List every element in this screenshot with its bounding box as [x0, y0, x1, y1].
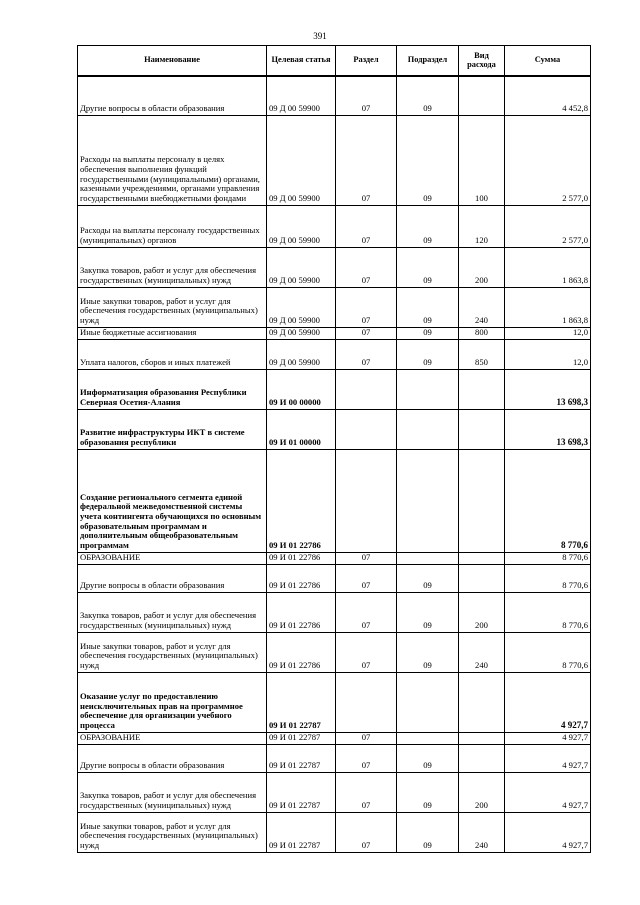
page-number: 391	[313, 31, 327, 41]
cell-subsection: 09	[397, 339, 459, 369]
cell-name: Создание регионального сегмента единой федеральной межведомственной системы учета контингента обучающихся по основным образовательным программам и дополнительным общеобразовательным программам	[78, 449, 267, 552]
cell-type: 200	[459, 247, 505, 287]
cell-name: Закупка товаров, работ и услуг для обеспечения государственных (муниципальных) нужд	[78, 772, 267, 812]
cell-name: Закупка товаров, работ и услуг для обеспечения государственных (муниципальных) нужд	[78, 592, 267, 632]
cell-type	[459, 76, 505, 115]
cell-sum: 1 863,8	[505, 247, 591, 287]
header-sum: Сумма	[505, 46, 591, 77]
cell-subsection: 09	[397, 632, 459, 672]
cell-subsection	[397, 552, 459, 564]
table-row	[78, 369, 591, 409]
table-row	[78, 115, 591, 205]
cell-sum: 2 577,0	[505, 115, 591, 205]
budget-table	[77, 45, 591, 853]
cell-sum: 4 927,7	[505, 744, 591, 772]
table-row	[78, 552, 591, 564]
cell-type: 240	[459, 812, 505, 852]
cell-section: 07	[336, 812, 397, 852]
cell-code: 09 Д 00 59900	[267, 339, 336, 369]
cell-type: 240	[459, 287, 505, 327]
cell-sum: 4 927,7	[505, 812, 591, 852]
cell-section	[336, 672, 397, 732]
cell-type: 800	[459, 327, 505, 339]
cell-sum: 12,0	[505, 327, 591, 339]
cell-code: 09 Д 00 59900	[267, 115, 336, 205]
cell-subsection: 09	[397, 772, 459, 812]
header-type: Вид расхода	[459, 46, 505, 77]
table-header-row	[78, 46, 591, 77]
cell-type: 120	[459, 205, 505, 247]
cell-name: Закупка товаров, работ и услуг для обеспечения государственных (муниципальных) нужд	[78, 247, 267, 287]
cell-sum: 4 927,7	[505, 672, 591, 732]
cell-code: 09 И 01 22787	[267, 812, 336, 852]
cell-section: 07	[336, 76, 397, 115]
cell-name: Другие вопросы в области образования	[78, 744, 267, 772]
cell-name: Расходы на выплаты персоналу государственных (муниципальных) органов	[78, 205, 267, 247]
table-row	[78, 772, 591, 812]
table-row	[78, 672, 591, 732]
cell-subsection	[397, 732, 459, 744]
cell-name: Расходы на выплаты персоналу в целях обеспечения выполнения функций государственными (муниципальными) органами, казенными учреждениями, органами управления государственными внебюджетными фондами	[78, 115, 267, 205]
cell-subsection: 09	[397, 247, 459, 287]
cell-name: Другие вопросы в области образования	[78, 564, 267, 592]
cell-type	[459, 672, 505, 732]
cell-type	[459, 732, 505, 744]
cell-code: 09 Д 00 59900	[267, 205, 336, 247]
cell-sum: 13 698,3	[505, 369, 591, 409]
cell-sum: 8 770,6	[505, 552, 591, 564]
cell-name: ОБРАЗОВАНИЕ	[78, 732, 267, 744]
cell-type: 240	[459, 632, 505, 672]
cell-sum: 4 927,7	[505, 772, 591, 812]
cell-section: 07	[336, 287, 397, 327]
header-code: Целевая статья	[267, 46, 336, 77]
table-row	[78, 76, 591, 115]
cell-name: Иные бюджетные ассигнования	[78, 327, 267, 339]
cell-section	[336, 449, 397, 552]
cell-section: 07	[336, 732, 397, 744]
cell-section	[336, 369, 397, 409]
table-row	[78, 339, 591, 369]
cell-section: 07	[336, 115, 397, 205]
table-body	[78, 76, 591, 852]
cell-name: Развитие инфраструктуры ИКТ в системе образования республики	[78, 409, 267, 449]
cell-code: 09 И 01 22787	[267, 772, 336, 812]
table-row	[78, 632, 591, 672]
cell-section: 07	[336, 339, 397, 369]
cell-subsection	[397, 449, 459, 552]
cell-subsection: 09	[397, 115, 459, 205]
cell-name: ОБРАЗОВАНИЕ	[78, 552, 267, 564]
cell-section: 07	[336, 552, 397, 564]
header-name: Наименование	[78, 46, 267, 77]
cell-sum: 2 577,0	[505, 205, 591, 247]
cell-section: 07	[336, 247, 397, 287]
cell-sum: 8 770,6	[505, 632, 591, 672]
cell-type: 200	[459, 772, 505, 812]
table-row	[78, 449, 591, 552]
cell-section: 07	[336, 772, 397, 812]
cell-subsection: 09	[397, 76, 459, 115]
table-row	[78, 592, 591, 632]
cell-code: 09 И 01 22786	[267, 632, 336, 672]
cell-code: 09 И 01 22786	[267, 564, 336, 592]
cell-code: 09 И 01 22786	[267, 552, 336, 564]
cell-sum: 13 698,3	[505, 409, 591, 449]
cell-type	[459, 369, 505, 409]
table-row	[78, 564, 591, 592]
cell-subsection: 09	[397, 812, 459, 852]
cell-name: Другие вопросы в области образования	[78, 76, 267, 115]
table-row	[78, 732, 591, 744]
cell-sum: 12,0	[505, 339, 591, 369]
cell-sum: 4 452,8	[505, 76, 591, 115]
cell-code: 09 И 01 22787	[267, 672, 336, 732]
cell-subsection: 09	[397, 744, 459, 772]
cell-section: 07	[336, 592, 397, 632]
cell-type: 850	[459, 339, 505, 369]
cell-code: 09 Д 00 59900	[267, 76, 336, 115]
cell-code: 09 И 01 00000	[267, 409, 336, 449]
cell-name: Оказание услуг по предоставлению неисключительных прав на программное обеспечение для организации учебного процесса	[78, 672, 267, 732]
cell-sum: 1 863,8	[505, 287, 591, 327]
cell-type: 200	[459, 592, 505, 632]
cell-code: 09 И 01 22786	[267, 449, 336, 552]
cell-sum: 8 770,6	[505, 592, 591, 632]
cell-code: 09 Д 00 59900	[267, 327, 336, 339]
table-row	[78, 287, 591, 327]
cell-name: Иные закупки товаров, работ и услуг для обеспечения государственных (муниципальных) нужд	[78, 812, 267, 852]
cell-type	[459, 552, 505, 564]
cell-name: Информатизация образования Республики Северная Осетия-Алания	[78, 369, 267, 409]
cell-code: 09 И 00 00000	[267, 369, 336, 409]
cell-subsection	[397, 672, 459, 732]
cell-type	[459, 564, 505, 592]
cell-type	[459, 744, 505, 772]
cell-section: 07	[336, 327, 397, 339]
cell-name: Иные закупки товаров, работ и услуг для обеспечения государственных (муниципальных) нужд	[78, 632, 267, 672]
cell-section	[336, 409, 397, 449]
cell-subsection: 09	[397, 564, 459, 592]
cell-code: 09 И 01 22787	[267, 744, 336, 772]
table-row	[78, 327, 591, 339]
cell-type	[459, 409, 505, 449]
cell-section: 07	[336, 744, 397, 772]
cell-subsection	[397, 409, 459, 449]
cell-section: 07	[336, 205, 397, 247]
cell-code: 09 Д 00 59900	[267, 287, 336, 327]
cell-sum: 4 927,7	[505, 732, 591, 744]
cell-sum: 8 770,6	[505, 564, 591, 592]
cell-subsection: 09	[397, 592, 459, 632]
header-subsection: Подраздел	[397, 46, 459, 77]
table-row	[78, 205, 591, 247]
cell-sum: 8 770,6	[505, 449, 591, 552]
cell-section: 07	[336, 564, 397, 592]
header-section: Раздел	[336, 46, 397, 77]
cell-subsection: 09	[397, 287, 459, 327]
table-row	[78, 744, 591, 772]
cell-type	[459, 449, 505, 552]
cell-name: Уплата налогов, сборов и иных платежей	[78, 339, 267, 369]
cell-subsection: 09	[397, 327, 459, 339]
cell-subsection: 09	[397, 205, 459, 247]
cell-code: 09 И 01 22786	[267, 592, 336, 632]
cell-type: 100	[459, 115, 505, 205]
cell-code: 09 И 01 22787	[267, 732, 336, 744]
table-row	[78, 812, 591, 852]
cell-subsection	[397, 369, 459, 409]
table-row	[78, 409, 591, 449]
cell-name: Иные закупки товаров, работ и услуг для обеспечения государственных (муниципальных) нужд	[78, 287, 267, 327]
table-row	[78, 247, 591, 287]
cell-section: 07	[336, 632, 397, 672]
cell-code: 09 Д 00 59900	[267, 247, 336, 287]
